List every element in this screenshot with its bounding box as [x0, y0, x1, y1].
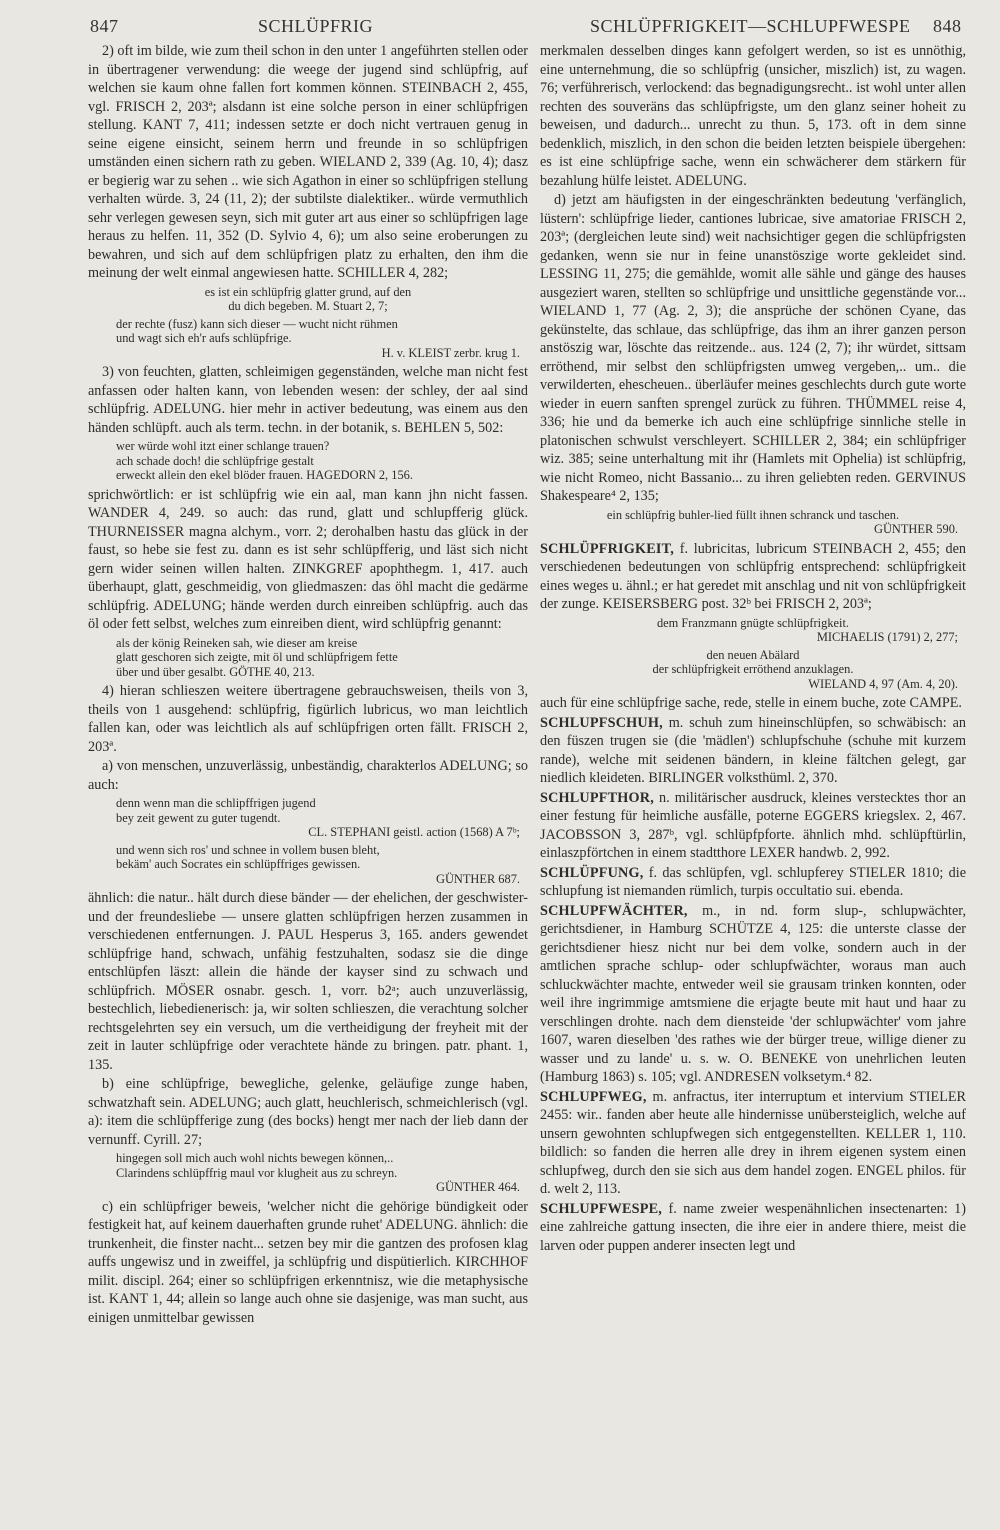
quote-line: Clarindens schlüpffrig maul vor klugheit aus zu schreyn.	[116, 1165, 398, 1180]
entry-paragraph	[540, 191, 966, 506]
quote-line: erweckt allein den ekel blöder frauen. HAGEDORN 2, 156.	[116, 468, 413, 482]
verse-quote	[116, 843, 528, 887]
quote-source: CL. STEPHANI geistl. action (1568) A 7ᵇ;	[308, 825, 520, 839]
quote-source: MICHAELIS (1791) 2, 277;	[816, 630, 958, 644]
entry-paragraph	[540, 42, 966, 190]
entry-text: m. anfractus, iter interruptum et intervium STIELER 2455: wir.. fanden aber heute alle hindernisse unübersteiglich, welche auf unsern gewohnten schlupfwegen sich entgegenstellten. KELLER 1, 110. bildlich: so fanden die herren alle drey in ihrem eigenen system einen schlupfweg, durch den sie sich aus dem handel zogen. ENGEL philos. für d. welt 2, 113.	[540, 1088, 966, 1197]
entry-text: n. militärischer ausdruck, kleines verstecktes thor an einer festung für heimliche ausfälle, poterne EGGERS kriegslex. 2, 467. JACOBSSON 3, 287ᵇ, vgl. schlüpfpforte. ähnlich mhd. schlüpftürlin, einlaszpförtchen in einem stadtthore LEXER handwb. 2, 992.	[540, 789, 966, 861]
quote-line: und wagt sich eh'r aufs schlüpfrige.	[116, 331, 292, 345]
quote-line: denn wenn man die schlipffrigen jugend	[116, 796, 316, 810]
quote-line: du dich begeben. M. Stuart 2, 7;	[228, 299, 388, 313]
entry-paragraph	[540, 864, 966, 901]
entry-paragraph	[88, 486, 528, 634]
quote-source: H. v. KLEIST zerbr. krug 1.	[381, 345, 520, 360]
quote-source: GÜNTHER 590.	[874, 522, 958, 536]
entry-text: 3) von feuchten, glatten, schleimigen gegenständen, welche man nicht fest anfassen oder halten kann, von lebenden wesen: der schley, der aal sind schlüpfrig. ADELUNG. hier mehr in activer bedeutung, was einem aus den händen schlüpft. auch als term. techn. in der botanik, s. BEHLEN 5, 502:	[88, 364, 528, 436]
verse-quote	[116, 636, 528, 680]
verse-quote	[116, 796, 528, 840]
quote-line: hingegen soll mich auch wohl nichts bewegen können,..	[116, 1151, 394, 1165]
entry-paragraph	[540, 1200, 966, 1256]
headword: SCHLUPFWEG,	[540, 1088, 647, 1105]
entry-text: auch für eine schlüpfrige sache, rede, stelle in einem buche, zote CAMPE.	[540, 695, 962, 711]
verse-quote	[540, 616, 966, 645]
headword: SCHLUPFSCHUH,	[540, 714, 663, 731]
quote-line: ein schlüpfrig buhler-lied füllt ihnen schranck und taschen.	[606, 507, 900, 522]
quote-line: über und über gesalbt. GÖTHE 40, 213.	[116, 664, 315, 679]
quote-line: es ist ein schlüpfrig glatter grund, auf den	[204, 284, 412, 299]
entry-paragraph	[540, 540, 966, 614]
page-number-right: 848	[933, 16, 962, 36]
verse-quote	[116, 1151, 528, 1195]
quote-line: und wenn sich ros' und schnee in vollem busen bleht,	[116, 842, 380, 857]
right-column	[540, 42, 966, 1256]
entry-paragraph	[88, 1198, 528, 1328]
entry-paragraph	[540, 714, 966, 788]
entry-paragraph	[88, 889, 528, 1074]
headword: SCHLÜPFRIGKEIT,	[540, 540, 674, 557]
quote-source: WIELAND 4, 97 (Am. 4, 20).	[808, 676, 958, 691]
running-title-left: SCHLÜPFRIG	[258, 16, 374, 36]
entry-text: f. lubricitas, lubricum STEINBACH 2, 455; den verschiedenen bedeutungen von schlüpfrig entsprechend: schlüpfrigkeit eines weges u. ähnl.; er hat geredet mit anschlag und nit von schlüpfrigkeit der zunge. KEISERSBERG post. 32ᵇ bei FRISCH 2, 203ª;	[540, 540, 966, 612]
entry-paragraph	[88, 757, 528, 794]
quote-source: GÜNTHER 687.	[436, 871, 520, 886]
page-number-left: 847	[90, 16, 119, 36]
entry-paragraph	[88, 1075, 528, 1149]
entry-paragraph	[88, 42, 528, 283]
entry-text: m. schuh zum hineinschlüpfen, so schwäbisch: an den füszen trugen sie (die 'mädlen') schlupfschuhe (schuhe mit kurzem rande), welche mit seidenen bändern, in kleine fältchen gelegt, gar niedlich kleideten. BIRLINGER volksthüml. 2, 370.	[540, 714, 966, 786]
entry-text: f. das schlüpfen, vgl. schlupferey STIELER 1810; die schlupfung ist niemanden rümlich, turpis occultatio sui. ebenda.	[540, 864, 966, 899]
page-header	[0, 10, 1000, 40]
headword: SCHLUPFTHOR,	[540, 789, 654, 806]
quote-line: den neuen Abälard	[706, 647, 800, 662]
verse-quote	[540, 648, 966, 692]
entry-paragraph	[540, 1088, 966, 1199]
quote-line: als der könig Reineken sah, wie dieser am kreise	[116, 635, 358, 650]
headword: SCHLUPFWESPE,	[540, 1200, 663, 1217]
entry-text: 2) oft im bilde, wie zum theil schon in den unter 1 angeführten stellen oder in übertragener verwendung: die weege der jugend sind schlüpfrig, auf welchen sie kaum ohne fallen fort kommen können. STEINBACH 2, 455, vgl. FRISCH 2, 203ª; alsdann ist eine solche person in einer schlüpfrigen stellung. KANT 7, 411; indessen setzte er doch nicht vertrauen genug in seine eigene einsicht, seinem herrn und freunde in so schlüpfrigen umständen einen sichern rath zu geben. WIELAND 2, 339 (Ag. 10, 4); dasz er begierig war zu sehen .. wie sich Agathon in einer so schlüpfrigen stellung verhalten würde. 3, 24 (11, 2); der subtilste dialektiker.. würde vermuthlich sehr verlegen gewesen seyn, sich mit guter art aus einer so schlüpfrigen lage heraus zu helfen. 11, 352 (D. Sylvio 4, 6); um also seine eroberungen zu bewahren, und sich auf dem schlüpfrigen platz zu erhalten, den ihm die meinung der welt einmal angewiesen hatte. SCHILLER 4, 282;	[88, 43, 528, 281]
headword: SCHLÜPFUNG,	[540, 864, 644, 881]
left-column	[88, 42, 528, 1328]
entry-text: d) jetzt am häufigsten in der eingeschränkten bedeutung 'verfänglich, lüstern': schlüpfrige lieder, cantiones lubricae, sive amatoriae FRISCH 2, 203ª; (dergleichen leute sind) weit nachsichtiger gegen die schlüpfrigsten gedanken, wenn sie nur in feine unanstöszige worte gekleidet sind. LESSING 11, 275; die gemählde, womit alle sähle und gänge des hauses ausgeziert waren, stellten so schlüpfrige und unsittliche gegenstände vor... WIELAND 1, 77 (Ag. 2, 3); die ansprüche der schönen Cyane, das gekünstelte, das schlaue, das schlüpfrige, das ihm an ihrer ganzen person anstöszig war, löschte das reitzende.. aus. 124 (2, 7); ihr würdet, sittsam erröthend, mir selbst den schlüpfrigsten umweg vergeben,.. um.. die verwilderten, ehescheuen.. überläufer meines geschlechts durch gute worte wieder in euern sanften sprengel zurück zu führen. THÜMMEL reise 4, 336; hie und da bemerke ich auch eine schlüpfrige sinnliche stelle in platonischen schwulst verschleyert. SCHILLER 2, 384; ein schlüpfriger wiz. 385; seine unterhaltung mit ihr (Hamlets mit Ophelia) ist schlüpfrig, wie nicht Romeo, nicht Bassanio... zu ihren geliebten reden. GERVINUS Shakespeare⁴ 2, 135;	[540, 192, 966, 504]
entry-paragraph	[540, 789, 966, 863]
entry-text: 4) hieran schlieszen weitere übertragene gebrauchsweisen, theils von 3, theils von 1 ausgehend: schlüpfrig, figürlich lubricus, wo man leichtlich fallen kan, oder was leichtlich als auf schlüpfrigen orten fällt. FRISCH 2, 203ª.	[88, 683, 528, 755]
quote-line: der rechte (fusz) kann sich dieser — wucht nicht rühmen	[116, 316, 398, 331]
entry-paragraph	[540, 902, 966, 1087]
entry-text: sprichwörtlich: er ist schlüpfrig wie ein aal, man kann jhn nicht fassen. WANDER 4, 249. so auch: das rund, glatt und schlupfferig glück. THURNEISSER magna alchym., vorr. 2; derohalben hastu das glück in der faust, so hebe sie fest zu. dann es ist sehr schlüpfferig, und läst sich nicht gern wider seinen willen halten. ZINKGREF apophthegm. 1, 417. auch überhaupt, glatt, geschmeidig, von gliedmaszen: das öhl macht die gedärme schlüpfrig. ADELUNG; hände werden durch einreiben schlüpfrig. auch das öl oder fett selbst, welches zum einreiben dient, wird schlüpfrig genannt:	[88, 486, 528, 632]
verse-quote	[116, 317, 528, 361]
running-title-right: SCHLÜPFRIGKEIT—SCHLUPFWESPE	[590, 16, 911, 36]
verse-quote	[540, 508, 966, 537]
headword: SCHLUPFWÄCHTER,	[540, 902, 688, 919]
entry-text: c) ein schlüpfriger beweis, 'welcher nicht die gehörige bündigkeit oder festigkeit hat, auf keinem dauerhaften grunde ruhet' ADELUNG. ähnlich: die trunkenheit, die finster nacht... setzen bey mir die gantzen des profosen klag auffs ungewisz und in zweiffel, ja schlüpfrig und dispütierlich. KIRCHHOF milit. discipl. 264; einer so schlüpfrigen erkenntnisz, wie die metaphysische ist. KANT 1, 44; allein so lange auch ohne sie dasjenige, was man sucht, aus einigen unmittelbar gewissen	[88, 1198, 528, 1326]
entry-paragraph	[88, 363, 528, 437]
entry-text: merkmalen desselben dinges kann gefolgert werden, so ist es unnöthig, eine unternehmung, die so schlüpfrig (unsicher, miszlich) ist, zu wagen. 76; verführerisch, verlockend: das begnadigungsrecht.. ist wohl unter allen rechten des souveräns das schlüpfrigste, um den glanz seiner hoheit zu beweisen, und dadurch... unrecht zu thun. 5, 173. oft in dem sinne bedenklich, miszlich, in den schon die beiden letzten beispiele übergehen: es ist eine schlüpfrige sache, wenn ein schwächerer dem stärkern für bezahlung hülfe leistet. ADELUNG.	[540, 43, 966, 189]
quote-line: dem Franzmann gnügte schlüpfrigkeit.	[656, 615, 849, 630]
entry-text: b) eine schlüpfrige, bewegliche, gelenke, geläufige zunge haben, schwatzhaft sein. ADELUNG; auch glatt, heuchlerisch, schmeichlerisch (vgl. a): item die schlüpfferige zung (des bocks) hengt mer nach der lieb dann der vernunff. Cyrill. 27;	[88, 1076, 528, 1148]
quote-line: ach schade doch! die schlüpfrige gestalt	[116, 453, 314, 468]
entry-text: ähnlich: die natur.. hält durch diese bänder — der ehelichen, der geschwister- und der freundesliebe — unsere glatten schlüpfrigen herzen zusammen in verschiedenen entfernungen. J. PAUL Hesperus 3, 165. anders gewendet schlüpfrige hand, schwach, unfähig festzuhalten, sodasz sie die dinge entschlüpfen läszt: allein die hände der kayser sind zu schwach und schlüpfrich. MÖSER osnabr. gesch. 1, vorr. b2ᵃ; auch unzuverlässig, bestechlich, liebedienerisch: ja, wir solten schlieszen, die verachtung solcher rechtsgelehrten sey ein versuch, um die vertheidigung der freyheit mit der zeit in lauter schlüpfrige oder verachtete hände zu bringen. patr. phant. 1, 135.	[88, 890, 528, 1073]
verse-quote	[116, 439, 528, 483]
entry-text: f. name zweier wespenähnlichen insectenarten: 1) eine zahlreiche gattung insecten, die ihre eier in andere thiere, meist die larven oder puppen anderer insecten legt und	[540, 1200, 966, 1254]
quote-line: bekäm' auch Socrates ein schlüpffriges gewissen.	[116, 857, 361, 871]
entry-text: a) von menschen, unzuverlässig, unbeständig, charakterlos ADELUNG; so auch:	[88, 758, 528, 793]
entry-paragraph	[88, 682, 528, 756]
entry-paragraph	[540, 694, 966, 713]
entry-text: m., in nd. form slup-, schlupwächter, gerichtsdiener, in Hamburg SCHÜTZE 4, 125: die unterste classe der gerichtsdiener hiesz nicht nur bei dem volke, sondern auch in der amtlichen sprache schlup- oder schlupfwächter, woraus man auch schluckwächter machte, entweder weil sie grausam trinken konnten, oder weil ihre ingrimmige amtsmiene die erjagte beute mit haut und haar zu verschlingen drohte. nach dem diensteide 'der schlupwächter' vom jahre 1607, waren dieselben 'des rathes wie der bürger treue, willige diener zu wasser und zu lande' u. s. w. O. BENEKE von unehrlichen leuten (Hamburg 1863) s. 105; vgl. ANDRESEN volksetym.⁴ 82.	[540, 902, 966, 1085]
quote-line: glatt geschoren sich zeigte, mit öl und schlüpfrigem fette	[116, 650, 398, 664]
quote-line: der schlüpfrigkeit erröthend anzuklagen.	[652, 662, 854, 676]
quote-source: GÜNTHER 464.	[436, 1180, 520, 1194]
quote-line: bey zeit gewent zu guter tugendt.	[116, 810, 281, 825]
quote-line: wer würde wohl itzt einer schlange trauen?	[116, 439, 330, 453]
verse-quote	[88, 285, 528, 314]
